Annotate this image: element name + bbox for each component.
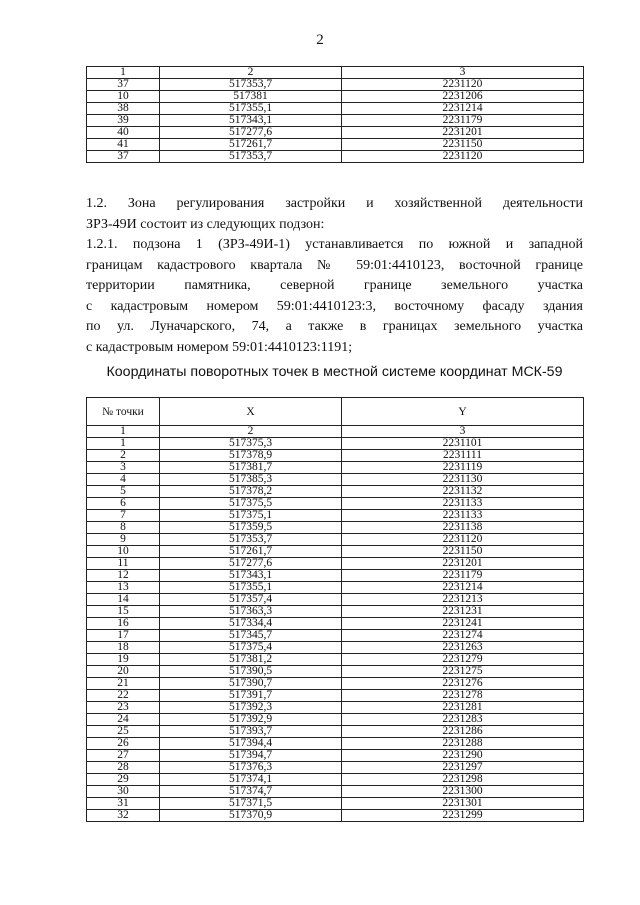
point-number-cell: 4 xyxy=(87,474,160,486)
point-number-cell: 25 xyxy=(87,726,160,738)
table-row xyxy=(87,462,584,474)
table-row xyxy=(87,498,584,510)
x-coordinate-cell: 517261,7 xyxy=(160,546,342,558)
paragraph-line: по ул. Луначарского, 74, а также в границах земельного участка xyxy=(86,319,583,335)
y-coordinate-cell: 2231279 xyxy=(342,654,584,666)
paragraph-line: ЗРЗ-49И состоит из следующих подзон: xyxy=(86,216,325,232)
paragraph-line: границам кадастрового квартала № 59:01:4410123, восточной границе xyxy=(86,257,583,273)
table-row xyxy=(87,103,584,115)
x-coordinate-cell: 517277,6 xyxy=(160,127,342,139)
x-coordinate-cell: 517374,7 xyxy=(160,786,342,798)
point-number-cell: 19 xyxy=(87,654,160,666)
y-coordinate-cell: 2231241 xyxy=(342,618,584,630)
paragraph-line: 1.2. Зона регулирования застройки и хозяйственной деятельности xyxy=(86,196,583,211)
header-y: Y xyxy=(342,398,584,426)
table-row xyxy=(87,702,584,714)
point-number-cell: 21 xyxy=(87,678,160,690)
table-row xyxy=(87,522,584,534)
point-number-cell: 7 xyxy=(87,510,160,522)
x-coordinate-cell: 517261,7 xyxy=(160,139,342,151)
x-coordinate-cell: 517353,7 xyxy=(160,79,342,91)
point-number-cell: 38 xyxy=(87,103,160,115)
y-coordinate-cell: 2231281 xyxy=(342,702,584,714)
y-coordinate-cell: 2231120 xyxy=(342,79,584,91)
y-coordinate-cell: 2231286 xyxy=(342,726,584,738)
table-row xyxy=(87,714,584,726)
x-coordinate-cell: 517394,7 xyxy=(160,750,342,762)
point-number-cell: 18 xyxy=(87,642,160,654)
x-coordinate-cell: 517385,3 xyxy=(160,474,342,486)
y-coordinate-cell: 2231290 xyxy=(342,750,584,762)
x-coordinate-cell: 517381,7 xyxy=(160,462,342,474)
column-number-2: 2 xyxy=(160,67,342,79)
column-number-2: 2 xyxy=(160,426,342,438)
y-coordinate-cell: 2231120 xyxy=(342,151,584,163)
x-coordinate-cell: 517345,7 xyxy=(160,630,342,642)
y-coordinate-cell: 2231101 xyxy=(342,438,584,450)
x-coordinate-cell: 517392,9 xyxy=(160,714,342,726)
x-coordinate-cell: 517355,1 xyxy=(160,103,342,115)
y-coordinate-cell: 2231179 xyxy=(342,115,584,127)
table-row xyxy=(87,654,584,666)
header-point-number: № точки xyxy=(87,398,160,426)
x-coordinate-cell: 517376,3 xyxy=(160,762,342,774)
y-coordinate-cell: 2231119 xyxy=(342,462,584,474)
table-row xyxy=(87,139,584,151)
table-row xyxy=(87,666,584,678)
y-coordinate-cell: 2231130 xyxy=(342,474,584,486)
table-row xyxy=(87,630,584,642)
table-row xyxy=(87,546,584,558)
table-row xyxy=(87,115,584,127)
y-coordinate-cell: 2231111 xyxy=(342,450,584,462)
table-row xyxy=(87,510,584,522)
table-caption: Координаты поворотных точек в местной системе координат МСК-59 xyxy=(106,364,563,380)
table-row xyxy=(87,786,584,798)
x-coordinate-cell: 517277,6 xyxy=(160,558,342,570)
x-coordinate-cell: 517375,1 xyxy=(160,510,342,522)
point-number-cell: 26 xyxy=(87,738,160,750)
point-number-cell: 24 xyxy=(87,714,160,726)
point-number-cell: 37 xyxy=(87,151,160,163)
point-number-cell: 37 xyxy=(87,79,160,91)
point-number-cell: 31 xyxy=(87,798,160,810)
header-x: X xyxy=(160,398,342,426)
point-number-cell: 13 xyxy=(87,582,160,594)
table-row xyxy=(87,450,584,462)
y-coordinate-cell: 2231133 xyxy=(342,510,584,522)
table-row xyxy=(87,690,584,702)
point-number-cell: 15 xyxy=(87,606,160,618)
x-coordinate-cell: 517394,4 xyxy=(160,738,342,750)
point-number-cell: 6 xyxy=(87,498,160,510)
table-body xyxy=(87,438,584,822)
y-coordinate-cell: 2231150 xyxy=(342,546,584,558)
x-coordinate-cell: 517357,4 xyxy=(160,594,342,606)
paragraph-line: территории памятника, северной границе земельного участка xyxy=(86,278,583,294)
table-row xyxy=(87,798,584,810)
point-number-cell: 11 xyxy=(87,558,160,570)
table-row xyxy=(87,474,584,486)
coordinates-table-continued xyxy=(86,66,584,163)
x-coordinate-cell: 517353,7 xyxy=(160,151,342,163)
x-coordinate-cell: 517355,1 xyxy=(160,582,342,594)
paragraph-line: 1.2.1. подзона 1 (ЗРЗ-49И-1) устанавливается по южной и западной xyxy=(86,237,583,252)
x-coordinate-cell: 517334,4 xyxy=(160,618,342,630)
point-number-cell: 16 xyxy=(87,618,160,630)
y-coordinate-cell: 2231263 xyxy=(342,642,584,654)
x-coordinate-cell: 517393,7 xyxy=(160,726,342,738)
y-coordinate-cell: 2231201 xyxy=(342,558,584,570)
y-coordinate-cell: 2231138 xyxy=(342,522,584,534)
y-coordinate-cell: 2231231 xyxy=(342,606,584,618)
column-number-3: 3 xyxy=(342,67,584,79)
table-row xyxy=(87,678,584,690)
x-coordinate-cell: 517370,9 xyxy=(160,810,342,822)
table-row xyxy=(87,79,584,91)
table-row xyxy=(87,738,584,750)
x-coordinate-cell: 517391,7 xyxy=(160,690,342,702)
paragraph-zone-description xyxy=(86,194,583,235)
y-coordinate-cell: 2231298 xyxy=(342,774,584,786)
x-coordinate-cell: 517343,1 xyxy=(160,570,342,582)
y-coordinate-cell: 2231201 xyxy=(342,127,584,139)
table-row xyxy=(87,534,584,546)
y-coordinate-cell: 2231132 xyxy=(342,486,584,498)
table-row xyxy=(87,486,584,498)
point-number-cell: 22 xyxy=(87,690,160,702)
y-coordinate-cell: 2231214 xyxy=(342,103,584,115)
y-coordinate-cell: 2231300 xyxy=(342,786,584,798)
x-coordinate-cell: 517392,3 xyxy=(160,702,342,714)
table-row xyxy=(87,642,584,654)
point-number-cell: 41 xyxy=(87,139,160,151)
x-coordinate-cell: 517375,4 xyxy=(160,642,342,654)
point-number-cell: 10 xyxy=(87,91,160,103)
y-coordinate-cell: 2231301 xyxy=(342,798,584,810)
table-row xyxy=(87,570,584,582)
y-coordinate-cell: 2231278 xyxy=(342,690,584,702)
table-numbering-row xyxy=(87,426,584,438)
table-row xyxy=(87,558,584,570)
point-number-cell: 20 xyxy=(87,666,160,678)
table-row xyxy=(87,618,584,630)
x-coordinate-cell: 517343,1 xyxy=(160,115,342,127)
table-row xyxy=(87,438,584,450)
table-row xyxy=(87,594,584,606)
point-number-cell: 39 xyxy=(87,115,160,127)
point-number-cell: 2 xyxy=(87,450,160,462)
point-number-cell: 12 xyxy=(87,570,160,582)
table-row xyxy=(87,606,584,618)
x-coordinate-cell: 517381,2 xyxy=(160,654,342,666)
column-number-1: 1 xyxy=(87,426,160,438)
point-number-cell: 14 xyxy=(87,594,160,606)
table-row xyxy=(87,91,584,103)
table-row xyxy=(87,151,584,163)
column-number-3: 3 xyxy=(342,426,584,438)
y-coordinate-cell: 2231299 xyxy=(342,810,584,822)
paragraph-line: с кадастровым номером 59:01:4410123:1191; xyxy=(86,339,353,355)
point-number-cell: 10 xyxy=(87,546,160,558)
column-number-1: 1 xyxy=(87,67,160,79)
paragraph-line: с кадастровым номером 59:01:4410123:3, восточному фасаду здания xyxy=(86,298,583,314)
x-coordinate-cell: 517374,1 xyxy=(160,774,342,786)
table-body xyxy=(87,79,584,163)
x-coordinate-cell: 517375,3 xyxy=(160,438,342,450)
x-coordinate-cell: 517375,5 xyxy=(160,498,342,510)
point-number-cell: 3 xyxy=(87,462,160,474)
point-number-cell: 8 xyxy=(87,522,160,534)
table-row xyxy=(87,750,584,762)
x-coordinate-cell: 517390,7 xyxy=(160,678,342,690)
y-coordinate-cell: 2231283 xyxy=(342,714,584,726)
point-number-cell: 23 xyxy=(87,702,160,714)
x-coordinate-cell: 517378,9 xyxy=(160,450,342,462)
y-coordinate-cell: 2231213 xyxy=(342,594,584,606)
x-coordinate-cell: 517378,2 xyxy=(160,486,342,498)
y-coordinate-cell: 2231288 xyxy=(342,738,584,750)
table-row xyxy=(87,774,584,786)
x-coordinate-cell: 517359,5 xyxy=(160,522,342,534)
y-coordinate-cell: 2231297 xyxy=(342,762,584,774)
table-row xyxy=(87,726,584,738)
y-coordinate-cell: 2231120 xyxy=(342,534,584,546)
y-coordinate-cell: 2231150 xyxy=(342,139,584,151)
table-row xyxy=(87,582,584,594)
table-row xyxy=(87,762,584,774)
coordinates-table xyxy=(86,397,584,822)
x-coordinate-cell: 517381 xyxy=(160,91,342,103)
point-number-cell: 9 xyxy=(87,534,160,546)
y-coordinate-cell: 2231133 xyxy=(342,498,584,510)
x-coordinate-cell: 517353,7 xyxy=(160,534,342,546)
table-row xyxy=(87,810,584,822)
page-number: 2 xyxy=(316,32,324,48)
point-number-cell: 29 xyxy=(87,774,160,786)
y-coordinate-cell: 2231274 xyxy=(342,630,584,642)
point-number-cell: 1 xyxy=(87,438,160,450)
x-coordinate-cell: 517363,3 xyxy=(160,606,342,618)
y-coordinate-cell: 2231275 xyxy=(342,666,584,678)
y-coordinate-cell: 2231206 xyxy=(342,91,584,103)
point-number-cell: 30 xyxy=(87,786,160,798)
point-number-cell: 28 xyxy=(87,762,160,774)
table-row xyxy=(87,127,584,139)
table-header-row xyxy=(87,67,584,79)
table-header-row xyxy=(87,398,584,426)
paragraph-subzone-description xyxy=(86,235,583,359)
y-coordinate-cell: 2231214 xyxy=(342,582,584,594)
point-number-cell: 17 xyxy=(87,630,160,642)
point-number-cell: 40 xyxy=(87,127,160,139)
x-coordinate-cell: 517390,5 xyxy=(160,666,342,678)
point-number-cell: 32 xyxy=(87,810,160,822)
point-number-cell: 27 xyxy=(87,750,160,762)
y-coordinate-cell: 2231276 xyxy=(342,678,584,690)
point-number-cell: 5 xyxy=(87,486,160,498)
y-coordinate-cell: 2231179 xyxy=(342,570,584,582)
x-coordinate-cell: 517371,5 xyxy=(160,798,342,810)
